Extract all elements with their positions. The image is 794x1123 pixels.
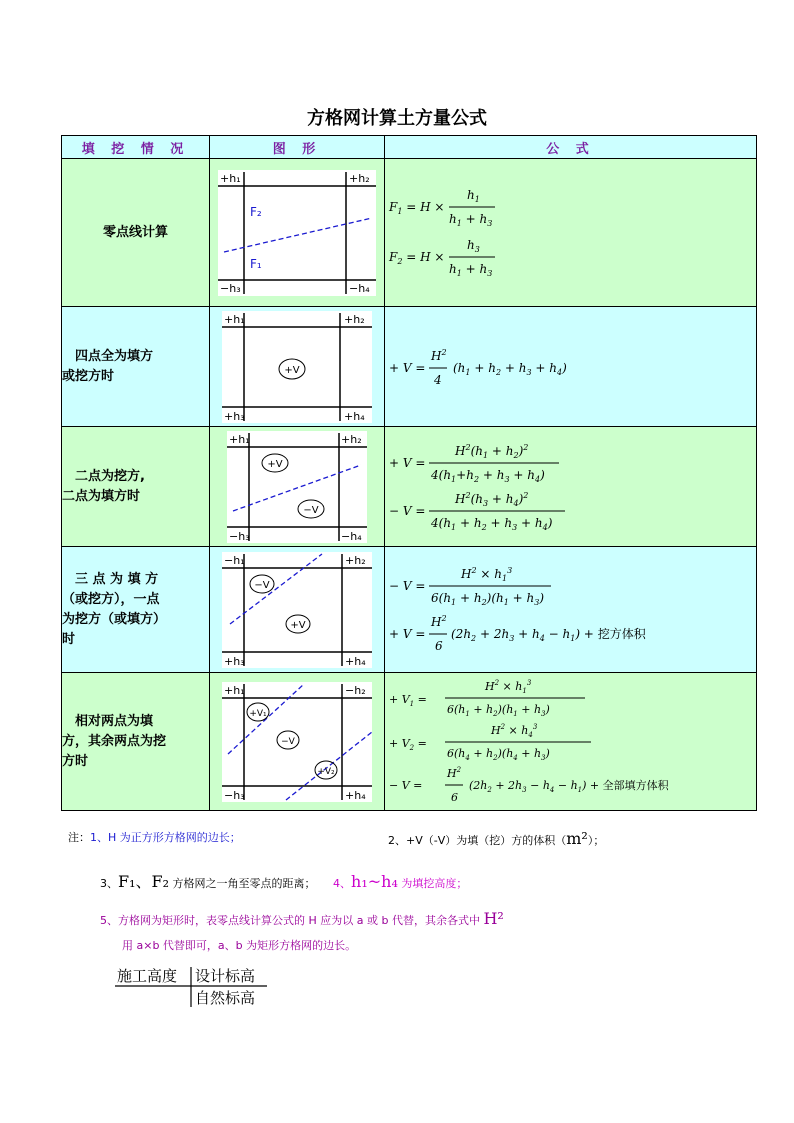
note-6: 用 a×b 代替即可，a、b 为矩形方格网的边长。: [122, 939, 357, 952]
table-row: [62, 307, 757, 427]
note-3: [100, 869, 467, 892]
corner-label: −h₃: [224, 788, 245, 802]
region-label: +V: [284, 364, 300, 376]
case-line: 时: [62, 631, 76, 647]
formula-cell: [385, 673, 757, 811]
note-symbol: F₁、F₂: [118, 872, 170, 891]
corner-label: +h₂: [341, 432, 362, 446]
note-text: 方格网之一角至零点的距离；: [169, 877, 316, 890]
svg-text:H2: $H^2$: [431, 347, 447, 363]
svg-text:4: 4: [434, 372, 442, 387]
figure-cell: [210, 307, 385, 427]
formula-cell: [385, 547, 757, 673]
case-cell: [62, 307, 210, 427]
note-text: 为填挖高度；: [397, 877, 468, 890]
case-line: 方时: [62, 753, 89, 769]
header-figure: 图 形: [210, 136, 385, 159]
formula-svg: [385, 183, 625, 283]
corner-label: +h₂: [345, 553, 366, 567]
figure-cell: [210, 159, 385, 307]
figure-cell: [210, 673, 385, 811]
case-line: 二点为填方时: [62, 488, 141, 504]
svg-text:4(h1+h2 + h3 + h4): $4(h_1+h_2 + h_3 + h_4)$: [431, 467, 545, 484]
legend-design-elevation: 设计标高: [195, 967, 256, 985]
corner-label: +h₁: [224, 683, 245, 697]
note-symbol: H²: [483, 909, 504, 928]
corner-label: +h₁: [229, 432, 250, 446]
svg-text:+ V =: + V =: [389, 626, 426, 641]
case-line: 二点为挖方,: [62, 468, 145, 484]
corner-label: −h₂: [345, 683, 366, 697]
svg-text:(2h2 + 2h3 − h4 − h1) + 全部填: $(2h_2 + 2h_3 - h_4 - h_1)$ + 全部填方体积: [469, 778, 669, 794]
formula-table: [61, 135, 757, 811]
region-label: +V: [267, 458, 283, 470]
svg-text:F2 = H ×: $F_2 = H$ ×: [389, 249, 445, 266]
table-row: [62, 427, 757, 547]
grid-figure: [222, 311, 372, 423]
svg-text:(h1 + h2 + h3 + h4): $(h_1 + h_2 + h_3 + h_4)$: [453, 360, 567, 377]
note-text: 1、H 为正方形方格网的边长；: [90, 831, 241, 844]
note-text: 4、: [333, 877, 352, 890]
note-1: [68, 829, 241, 845]
note-text: 2、+V（-V）为填（挖）方的体积（: [388, 834, 567, 847]
corner-label: +h₄: [344, 409, 365, 423]
grid-figure: [222, 682, 372, 802]
svg-text:h1 + h3: $h_1 + h_3$: [449, 211, 493, 228]
note-text: ）；: [587, 834, 605, 847]
region-label: F₂: [250, 204, 262, 219]
figure-cell: [210, 547, 385, 673]
note-prefix: 注：: [68, 831, 90, 844]
svg-text:H2: $H^2$: [431, 613, 447, 629]
svg-text:6: 6: [451, 790, 458, 804]
table-row: [62, 547, 757, 673]
corner-label: +h₂: [349, 171, 370, 185]
region-label: F₁: [250, 256, 262, 271]
case-cell: [62, 427, 210, 547]
formula-svg: [385, 342, 625, 392]
case-line: 为挖方（或填方）: [62, 611, 167, 627]
region-label: −V: [303, 504, 319, 516]
table-header-row: [62, 136, 757, 159]
svg-text:− V =: − V =: [389, 503, 426, 518]
corner-label: −h₃: [220, 281, 241, 295]
case-line: 相对两点为填: [62, 713, 154, 729]
corner-label: +h₄: [345, 654, 366, 668]
corner-label: +h₂: [344, 312, 365, 326]
case-cell: [62, 547, 210, 673]
formula-cell: [385, 307, 757, 427]
header-formula: 公 式: [385, 136, 757, 159]
case-cell: [62, 673, 210, 811]
note-text: 5、方格网为矩形时，表零点线计算公式的 H 应为以 a 或 b 代替，其余各式中: [100, 914, 484, 927]
corner-label: +h₄: [345, 788, 366, 802]
header-case: 填 挖 情 况: [62, 136, 210, 159]
svg-text:(2h2 + 2h3 + h4 − h1) + 挖方体积: $(2h_2 + 2h_3 + h_4 - h_1)$ + 挖方体积: [451, 626, 646, 643]
svg-text:H2 × h13: $H^2 \times h_1^3$: [461, 565, 513, 583]
legend-svg: [115, 965, 275, 1009]
svg-text:H2(h3 + h4)2: $H^2(h_3 + h_4)^2$: [455, 490, 529, 508]
formula-svg: [385, 677, 735, 807]
svg-text:+ V =: + V =: [389, 360, 426, 375]
svg-text:h1: $h_1$: [467, 187, 480, 204]
region-label: +V₂: [317, 766, 335, 777]
corner-label: −h₁: [224, 553, 245, 567]
case-line: 方，其余两点为挖: [62, 733, 167, 749]
corner-label: −h₄: [349, 281, 370, 295]
svg-text:+ V2 =: + $V_2$ =: [389, 736, 427, 752]
svg-text:6(h4 + h2)(h4 + h3): $6(h_4 + h_2)(h_4 + h_3)$: [447, 746, 550, 762]
case-line: 三 点 为 填 方: [62, 571, 159, 587]
case-line: 四点全为填方: [62, 348, 154, 364]
region-label: +V₁: [249, 708, 267, 719]
table-row: [62, 673, 757, 811]
grid-figure: [227, 431, 367, 543]
note-symbol: h₁~h₄: [351, 872, 398, 891]
svg-text:4(h1 + h2 + h3 + h4): $4(h_1 + h_2 + h_3 + h_4)$: [431, 515, 553, 532]
case-cell: [62, 159, 210, 307]
svg-text:− V =: − V =: [389, 778, 423, 792]
svg-text:− V =: − V =: [389, 578, 426, 593]
note-unit: m²: [566, 829, 588, 848]
svg-text:+ V1 =: + $V_1$ =: [389, 692, 427, 708]
note-text: 3、: [100, 877, 118, 890]
case-line: （或挖方），一点: [62, 591, 160, 607]
formula-cell: [385, 427, 757, 547]
corner-label: +h₃: [224, 409, 245, 423]
legend-construction-height: 施工高度: [117, 967, 178, 985]
svg-text:F1 = H ×: $F_1 = H$ ×: [389, 199, 445, 216]
svg-text:h3: $h_3$: [467, 237, 480, 254]
svg-text:6(h1 + h2)(h1 + h3): $6(h_1 + h_2)(h_1 + h_3)$: [431, 590, 545, 607]
formula-cell: [385, 159, 757, 307]
svg-text:H2 × h43: $H^2 \times h_4^3$: [491, 722, 538, 739]
case-line: 零点线计算: [102, 224, 168, 240]
corner-label: +h₁: [224, 312, 245, 326]
case-line: 或挖方时: [62, 368, 115, 384]
region-label: −V: [281, 736, 295, 747]
svg-text:6(h1 + h2)(h1 + h3): $6(h_1 + h_2)(h_1 + h_3)$: [447, 702, 550, 718]
corner-label: −h₃: [229, 529, 250, 543]
legend-natural-elevation: 自然标高: [195, 989, 256, 1007]
grid-figure: [218, 170, 376, 296]
formula-svg: [385, 562, 725, 658]
region-label: −V: [254, 579, 270, 591]
svg-text:+ V =: + V =: [389, 455, 426, 470]
page-title: 方格网计算土方量公式: [307, 108, 487, 129]
table-row: [62, 159, 757, 307]
figure-cell: [210, 427, 385, 547]
corner-label: +h₁: [220, 171, 241, 185]
svg-text:6: 6: [435, 638, 443, 653]
formula-svg: [385, 439, 625, 535]
elevation-legend: [115, 965, 275, 1013]
corner-label: −h₄: [341, 529, 362, 543]
svg-text:H2 × h13: $H^2 \times h_1^3$: [485, 678, 532, 695]
svg-text:h1 + h3: $h_1 + h_3$: [449, 261, 493, 278]
note-5: [100, 909, 504, 928]
corner-label: +h₃: [224, 654, 245, 668]
grid-figure: [222, 552, 372, 668]
svg-text:H2: $H^2$: [447, 765, 462, 780]
svg-text:H2(h1 + h2)2: $H^2(h_1 + h_2)^2$: [455, 442, 529, 460]
note-2: [388, 829, 604, 848]
region-label: +V: [290, 619, 306, 631]
